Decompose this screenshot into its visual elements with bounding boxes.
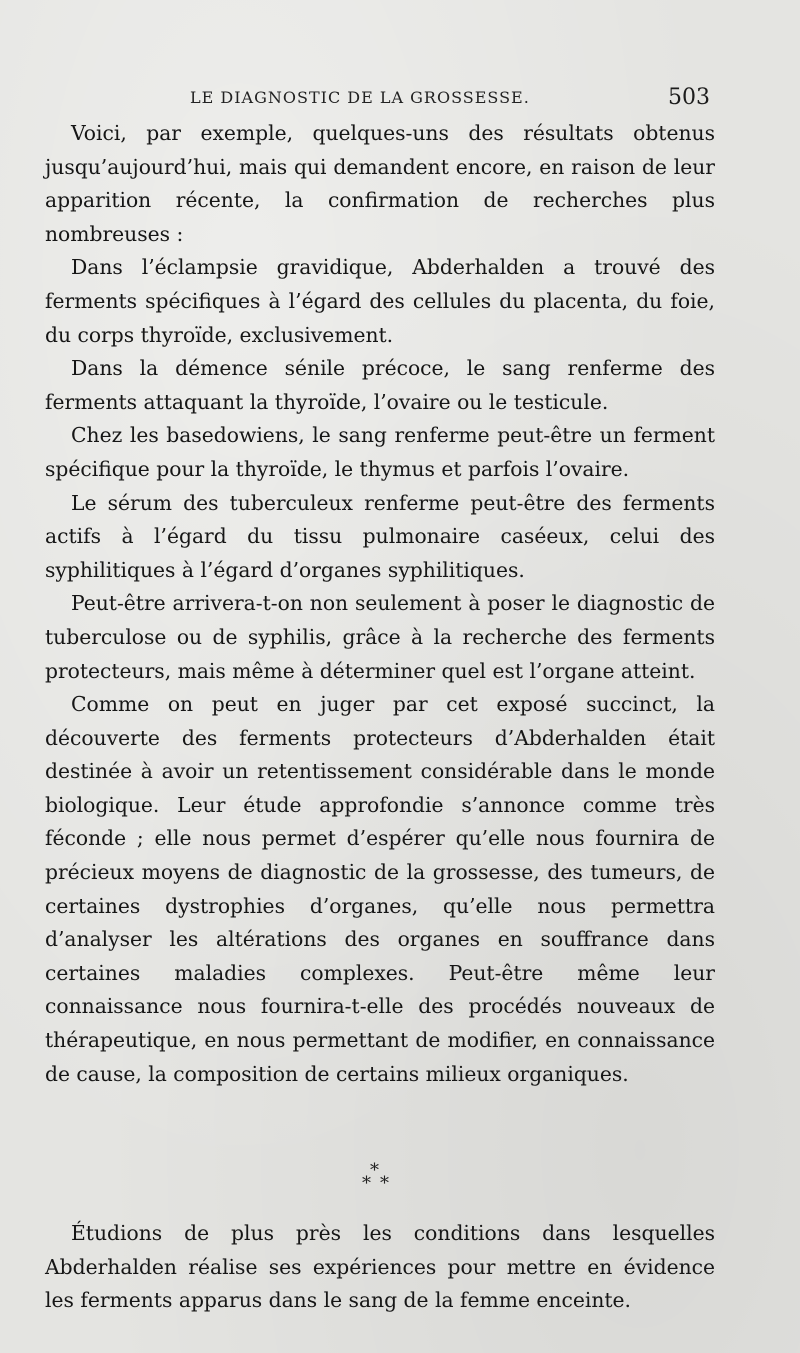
paragraph-conclusion: Comme on peut en juger par cet exposé succinct, la découverte des ferments protecteurs d’Abderhalden était destinée à avoir un retentissement considérable dans le monde biologique. Leur étude approfondie s’annonce comme très féconde ; elle nous permet d’espérer qu’elle nous fournira de précieux moyens de diagnostic de la grossesse, des tumeurs, de certaines dystrophies d’organes, qu’elle nous permettra d’analyser les altérations des organes en souffrance dans certaines maladies complexes. Peut-être même leur connaissance nous fournira-t-elle des procédés nouveaux de thérapeutique, en nous permettant de modifier, en connaissance de cause, la composition de certains milieux organiques.	[45, 692, 715, 1086]
paragraph-dementia: Dans la démence sénile précoce, le sang renferme des ferments attaquant la thyroïde, l’ovaire ou le testicule.	[45, 356, 715, 414]
paragraph-tuberculosis-syphilis: Le sérum des tuberculeux renferme peut-être des ferments actifs à l’égard du tissu pulmonaire caséeux, celui des syphilitiques à l’égard d’organes syphilitiques.	[45, 490, 715, 582]
running-title: LE DIAGNOSTIC DE LA GROSSESSE.	[190, 88, 530, 107]
body-text	[45, 117, 715, 1091]
separator-star: *	[380, 1173, 389, 1194]
paragraph-next-section: Étudions de plus près les conditions dans lesquelles Abderhalden réalise ses expériences pour mettre en évidence les ferments apparus dans le sang de la femme enceinte.	[45, 1221, 715, 1313]
paragraph-basedow: Chez les basedowiens, le sang renferme peut-être un ferment spécifique pour la thyroïde, le thymus et parfois l’ovaire.	[45, 423, 715, 481]
paragraph-eclampsia: Dans l’éclampsie gravidique, Abderhalden a trouvé des ferments spécifiques à l’égard des cellules du placenta, du foie, du corps thyroïde, exclusivement.	[45, 255, 715, 347]
paragraph-diagnosis-prospect: Peut-être arrivera-t-on non seulement à poser le diagnostic de tuberculose ou de syphilis, grâce à la recherche des ferments protecteurs, mais même à déterminer quel est l’organe atteint.	[45, 591, 715, 683]
separator-star: *	[362, 1173, 371, 1194]
paragraph-results-intro: Voici, par exemple, quelques-uns des résultats obtenus jusqu’aujourd’hui, mais qui demandent encore, en raison de leur apparition récente, la confirmation de recherches plus nombreuses :	[45, 121, 715, 246]
page-number: 503	[668, 85, 710, 110]
section-separator	[360, 1160, 400, 1194]
final-text	[45, 1217, 715, 1318]
separator-star: *	[370, 1160, 379, 1181]
